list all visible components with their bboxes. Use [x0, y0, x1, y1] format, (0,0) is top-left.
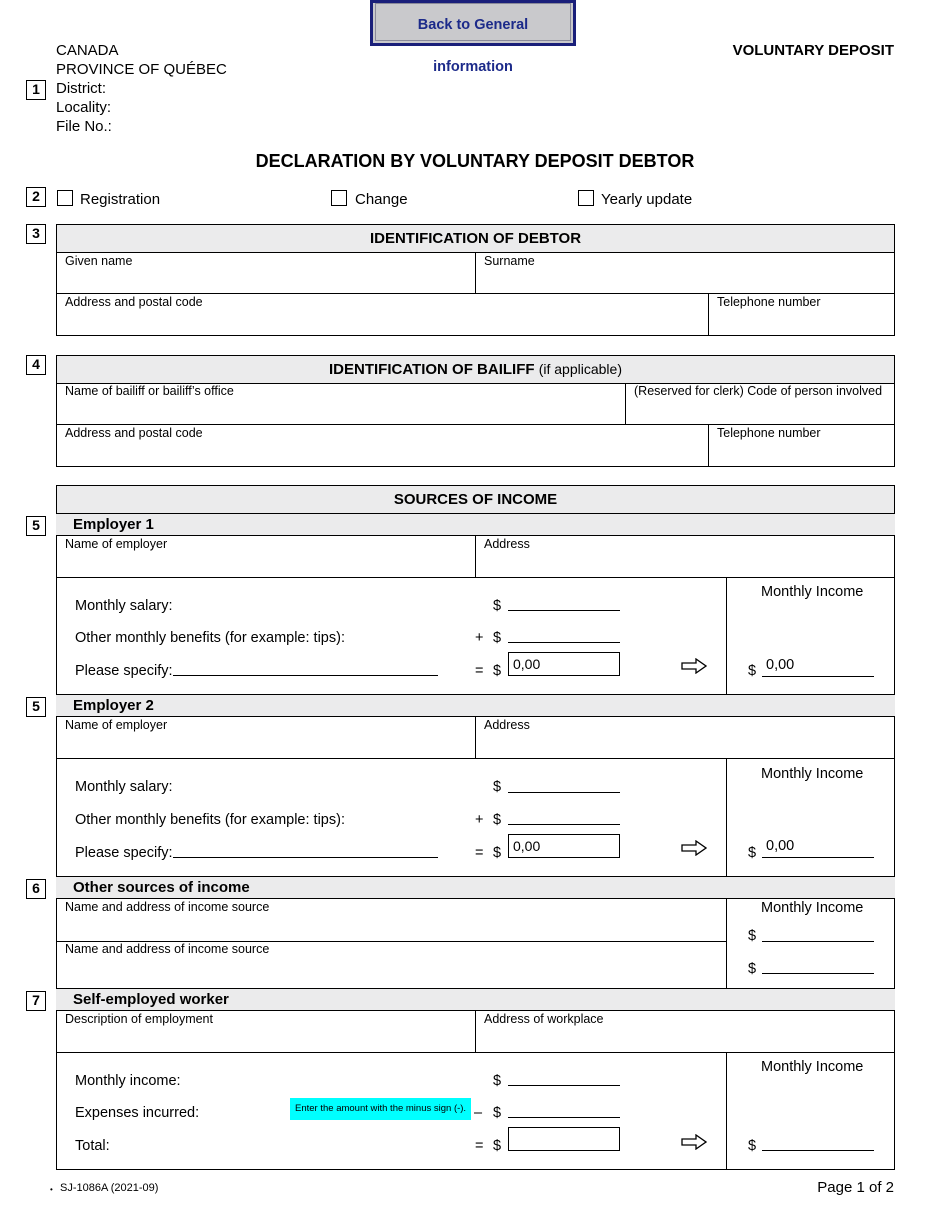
employer2-salary-dollar: $: [493, 779, 502, 795]
employer2-benefits-dollar: $: [493, 812, 502, 828]
registration-label: Registration: [80, 191, 161, 208]
employer2-subtotal-dollar: $: [493, 845, 502, 861]
employer2-benefits-input[interactable]: [510, 808, 618, 824]
header-canada: CANADA: [56, 42, 119, 59]
bailiff-heading-note: (if applicable): [538, 361, 622, 377]
employer1-benefits-dollar: $: [493, 630, 502, 646]
person-code-input[interactable]: [634, 402, 884, 420]
file-no-input[interactable]: [116, 118, 416, 136]
self-employed-heading: Self-employed worker: [56, 988, 895, 1011]
employer1-benefits-input[interactable]: [510, 626, 618, 642]
employer1-plus-sign: +: [475, 630, 484, 646]
employer1-name-label: Name of employer: [65, 537, 168, 551]
bailiff-address-label: Address and postal code: [65, 426, 203, 440]
bailiff-telephone-label: Telephone number: [717, 426, 821, 440]
other-source1-dollar: $: [748, 928, 757, 944]
expenses-input[interactable]: [510, 1101, 618, 1117]
debtor-address-label: Address and postal code: [65, 295, 203, 309]
employer1-equals-sign: =: [475, 663, 484, 679]
other-source2-dollar: $: [748, 961, 757, 977]
employer1-salary-dollar: $: [493, 598, 502, 614]
other-source2-input[interactable]: [65, 960, 715, 978]
person-code-label: (Reserved for clerk) Code of person involved: [634, 384, 883, 398]
other-source1-amount[interactable]: [764, 924, 872, 940]
expenses-label: Expenses incurred:: [75, 1105, 200, 1121]
self-employed-monthly-income-label: Monthly Income: [761, 1059, 864, 1075]
other-income-heading: Other sources of income: [56, 876, 895, 899]
other-source2-label: Name and address of income source: [65, 942, 270, 956]
employer2-specify-input[interactable]: [175, 841, 436, 857]
bailiff-name-label: Name of bailiff or bailiff’s office: [65, 384, 234, 398]
header-district: District:: [56, 80, 106, 97]
debtor-address-input[interactable]: [65, 313, 695, 331]
self-employed-income-label: Monthly income:: [75, 1073, 181, 1089]
employment-description-input[interactable]: [65, 1030, 465, 1048]
employer1-salary-input[interactable]: [510, 594, 618, 610]
form-code: SJ-1086A (2021-09): [60, 1182, 159, 1194]
bullet-icon: •: [50, 1185, 53, 1194]
minus-sign: –: [474, 1105, 483, 1121]
surname-input[interactable]: [484, 271, 884, 289]
self-employed-income-input[interactable]: [510, 1069, 618, 1085]
employer2-subtotal-field[interactable]: 0,00: [508, 834, 620, 858]
employer2-name-input[interactable]: [65, 736, 465, 754]
employer1-monthly-total: 0,00: [766, 657, 795, 673]
other-source2-amount[interactable]: [764, 957, 872, 973]
self-employed-subtotal-dollar: $: [493, 1138, 502, 1154]
header-province: PROVINCE OF QUÉBEC: [56, 61, 227, 78]
doc-type-label: VOLUNTARY DEPOSIT: [732, 42, 894, 59]
section-number-7: 7: [26, 991, 46, 1011]
surname-label: Surname: [484, 254, 535, 268]
self-employed-equals-sign: =: [475, 1138, 484, 1154]
expenses-dollar: $: [493, 1105, 502, 1121]
employer1-heading: Employer 1: [56, 513, 895, 536]
page-number: Page 1 of 2: [817, 1179, 894, 1196]
given-name-label: Given name: [65, 254, 133, 268]
employer1-specify-label: Please specify:: [75, 663, 173, 679]
employer2-salary-input[interactable]: [510, 775, 618, 791]
employer1-specify-input[interactable]: [175, 659, 436, 675]
employer2-total-dollar: $: [748, 845, 757, 861]
workplace-address-input[interactable]: [484, 1030, 884, 1048]
change-checkbox[interactable]: [331, 190, 347, 206]
bailiff-address-input[interactable]: [65, 444, 695, 462]
other-source1-input[interactable]: [65, 918, 715, 936]
bailiff-telephone-input[interactable]: [717, 444, 887, 462]
employer2-address-label: Address: [484, 718, 530, 732]
back-button-label: Back to General information: [375, 3, 571, 41]
section-number-1: 1: [26, 80, 46, 100]
minus-sign-tooltip: Enter the amount with the minus sign (-).: [290, 1098, 471, 1120]
section-number-2: 2: [26, 187, 46, 207]
employer1-address-label: Address: [484, 537, 530, 551]
locality-input[interactable]: [116, 99, 416, 117]
other-source1-label: Name and address of income source: [65, 900, 270, 914]
employer2-heading: Employer 2: [56, 694, 895, 717]
arrow-right-icon: [681, 658, 707, 674]
employer2-benefits-label: Other monthly benefits (for example: tips):: [75, 812, 345, 828]
given-name-input[interactable]: [65, 271, 465, 289]
section-number-4: 4: [26, 355, 46, 375]
page-title: DECLARATION BY VOLUNTARY DEPOSIT DEBTOR: [255, 151, 695, 171]
other-monthly-income-label: Monthly Income: [761, 900, 864, 916]
section-number-5a: 5: [26, 516, 46, 536]
self-employed-total-label: Total:: [75, 1138, 110, 1154]
district-input[interactable]: [112, 80, 412, 98]
yearly-update-label: Yearly update: [601, 191, 693, 208]
section-number-3: 3: [26, 224, 46, 244]
self-employed-subtotal-field[interactable]: [508, 1127, 620, 1151]
employer2-address-input[interactable]: [484, 736, 884, 754]
employer2-plus-sign: +: [475, 812, 484, 828]
employer2-salary-label: Monthly salary:: [75, 779, 173, 795]
employer2-name-label: Name of employer: [65, 718, 168, 732]
header-file-no: File No.:: [56, 118, 112, 135]
header-locality: Locality:: [56, 99, 112, 116]
employer1-monthly-income-label: Monthly Income: [761, 584, 864, 600]
arrow-right-icon: [681, 1134, 707, 1150]
employer1-subtotal-field[interactable]: 0,00: [508, 652, 620, 676]
employer2-equals-sign: =: [475, 845, 484, 861]
employer2-specify-label: Please specify:: [75, 845, 173, 861]
debtor-telephone-label: Telephone number: [717, 295, 821, 309]
yearly-update-checkbox[interactable]: [578, 190, 594, 206]
income-heading: SOURCES OF INCOME: [57, 486, 894, 515]
employer1-total-dollar: $: [748, 663, 757, 679]
change-label: Change: [355, 191, 408, 208]
section-number-5b: 5: [26, 697, 46, 717]
employer1-address-input[interactable]: [484, 555, 884, 573]
employer1-subtotal-dollar: $: [493, 663, 502, 679]
employer2-monthly-income-label: Monthly Income: [761, 766, 864, 782]
bailiff-heading-title: IDENTIFICATION OF BAILIFF: [329, 361, 535, 378]
employer2-monthly-total: 0,00: [766, 838, 795, 854]
bailiff-name-input[interactable]: [65, 402, 615, 420]
self-employed-total-amount[interactable]: [764, 1133, 872, 1149]
back-to-general-info-button[interactable]: [370, 0, 576, 75]
employer1-salary-label: Monthly salary:: [75, 598, 173, 614]
workplace-address-label: Address of workplace: [484, 1012, 604, 1026]
employer1-name-input[interactable]: [65, 555, 465, 573]
self-employed-total-dollar: $: [748, 1138, 757, 1154]
arrow-right-icon: [681, 840, 707, 856]
debtor-telephone-input[interactable]: [717, 313, 887, 331]
bailiff-heading: [57, 356, 894, 384]
section-number-6: 6: [26, 879, 46, 899]
employer1-benefits-label: Other monthly benefits (for example: tips):: [75, 630, 345, 646]
employment-description-label: Description of employment: [65, 1012, 213, 1026]
registration-checkbox[interactable]: [57, 190, 73, 206]
debtor-heading: IDENTIFICATION OF DEBTOR: [57, 225, 894, 253]
self-employed-income-dollar: $: [493, 1073, 502, 1089]
